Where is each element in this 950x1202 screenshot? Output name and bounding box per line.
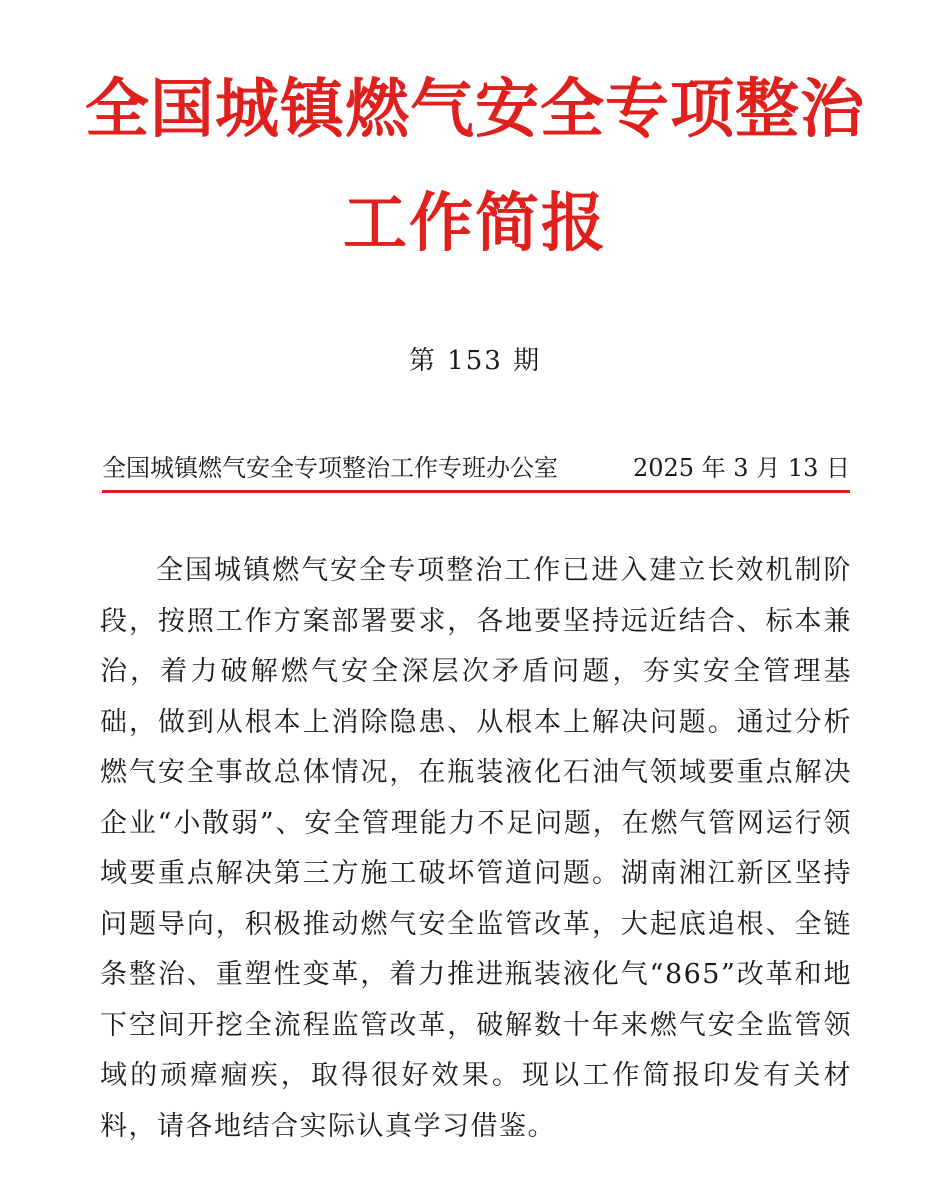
issue-date: 2025 年 3 月 13 日	[632, 454, 850, 482]
red-divider-line	[102, 490, 850, 493]
document-title-line1: 全国城镇燃气安全专项整治	[85, 73, 865, 147]
body-paragraph: 全国城镇燃气安全专项整治工作已进入建立长效机制阶段，按照工作方案部署要求，各地要坚持远近结合、标本兼治，着力破解燃气安全深层次矛盾问题，夯实安全管理基础，做到从根本上消除隐患、从根本上解决问题。通过分析燃气安全事故总体情况，在瓶装液化石油气领域要重点解决企业“小散弱”、安全管理能力不足问题，在燃气管网运行领域要重点解决第三方施工破坏管道问题。湖南湘江新区坚持问题导向，积极推动燃气安全监管改革，大起底追根、全链条整治、重塑性变革，着力推进瓶装液化气“865”改革和地下空间开挖全流程监管改革，破解数十年来燃气安全监管领域的顽瘴痼疾，取得很好效果。现以工作简报印发有关材料，请各地结合实际认真学习借鉴。	[100, 555, 852, 1142]
issuer-date-row	[102, 453, 850, 483]
issue-number: 第 153 期	[408, 346, 542, 376]
document-title-line2: 工作简报	[343, 187, 607, 261]
issuer-name: 全国城镇燃气安全专项整治工作专班办公室	[102, 454, 558, 482]
